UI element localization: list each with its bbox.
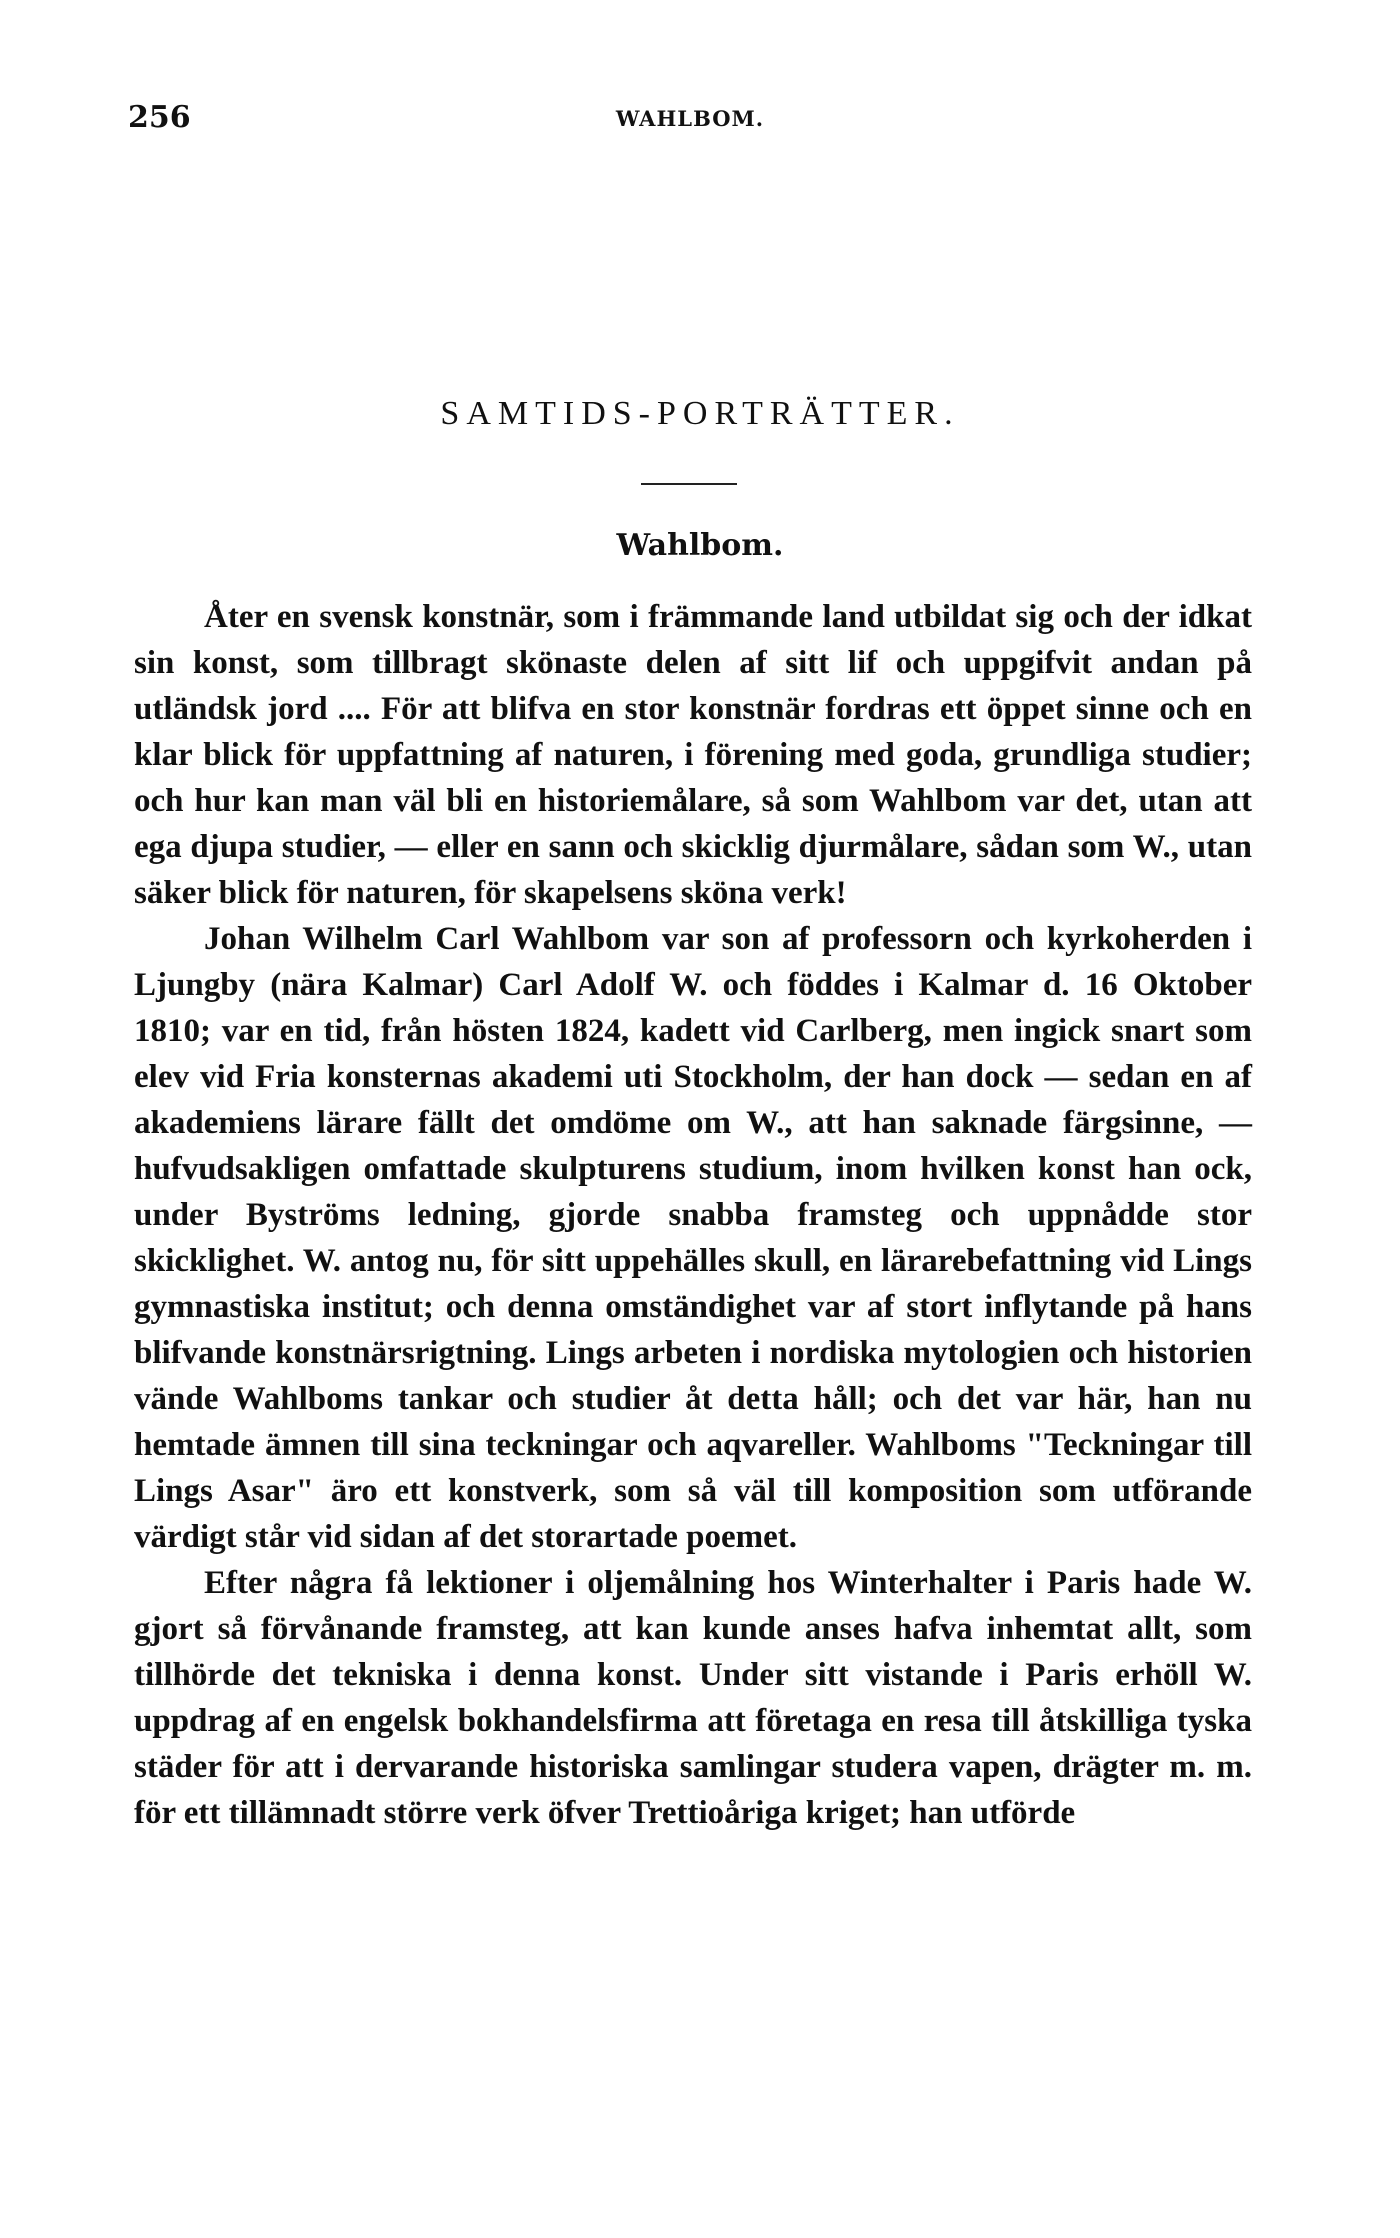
paragraph: Efter några få lektioner i oljemålning hos Winterhalter i Paris hade W. gjort så förvånande framsteg, att kan kunde anses hafva inhemtat allt, som tillhörde det tekniska i denna konst. Under sitt vistande i Paris erhöll W. uppdrag af en engelsk bokhandelsfirma att företaga en resa till åtskilliga tyska städer för att i dervarande historiska samlingar studera vapen, drägter m. m. för ett tillämnadt större verk öfver Trettioåriga kriget; han utförde: [134, 1565, 1252, 1831]
running-title: WAHLBOM.: [615, 106, 765, 131]
running-head: [128, 100, 1252, 150]
paragraph: Åter en svensk konstnär, som i främmande land utbildat sig och der idkat sin konst, som tillbragt skönaste delen af sitt lif och uppgifvit andan på utländsk jord .... För att blifva en stor konstnär fordras ett öppet sinne och en klar blick för uppfattning af naturen, i förening med goda, grundliga studier; och hur kan man väl bli en historiemålare, så som Wahlbom var det, utan att ega djupa studier, — eller en sann och skicklig djurmålare, sådan som W., utan säker blick för naturen, för skapelsens sköna verk!: [134, 599, 1252, 911]
paragraph: Johan Wilhelm Carl Wahlbom var son af professorn och kyrkoherden i Ljungby (nära Kalmar) Carl Adolf W. och föddes i Kalmar d. 16 Oktober 1810; var en tid, från hösten 1824, kadett vid Carlberg, men ingick snart som elev vid Fria konsternas akademi uti Stockholm, der han dock — sedan en af akademiens lärare fällt det omdöme om W., att han saknade färgsinne, — hufvudsakligen omfattade skulpturens studium, inom hvilken konst han ock, under Byströms ledning, gjorde snabba framsteg och uppnådde stor skicklighet. W. antog nu, för sitt uppehälles skull, en lärarebefattning vid Lings gymnastiska institut; och denna omständighet var af stort inflytande på hans blifvande konstnärsrigtning. Lings arbeten i nordiska mytologien och historien vände Wahlboms tankar och studier åt detta håll; och det var här, han nu hemtade ämnen till sina teckningar och aqvareller. Wahlboms "Teckningar till Lings Asar" äro ett konstverk, som så väl till komposition som utförande värdigt står vid sidan af det storartade poemet.: [134, 921, 1252, 1555]
body-text: [134, 594, 1252, 1836]
section-title: SAMTIDS-PORTRÄTTER.: [440, 395, 960, 432]
title-divider: [641, 483, 737, 485]
page-number: 256: [128, 100, 191, 135]
article-subtitle: Wahlbom.: [616, 528, 784, 563]
